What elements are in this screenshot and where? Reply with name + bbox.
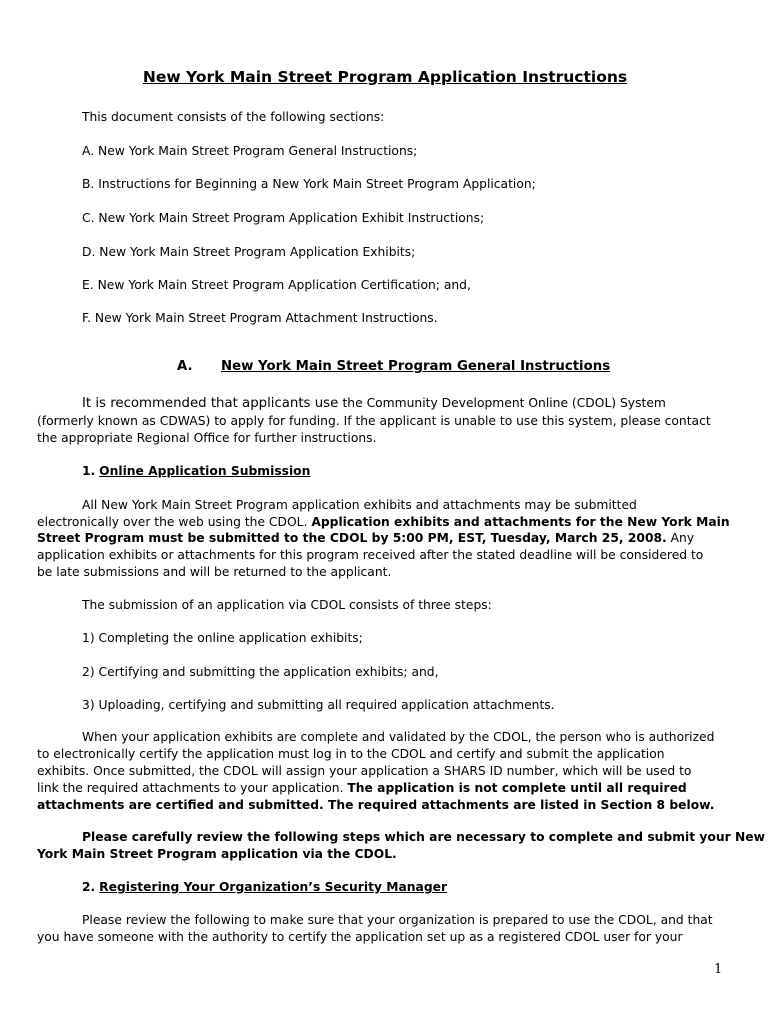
document-title: New York Main Street Program Application Instructions — [142, 68, 628, 86]
intro-text: This document consists of the following sections: — [82, 110, 385, 124]
submission-text: All New York Main Street Program application exhibits and attachments may be submitted — [82, 498, 637, 512]
section-a-heading: New York Main Street Program General Instructions — [221, 359, 611, 374]
step-item: 1) Completing the online application exhibits; — [82, 631, 363, 645]
section-a-letter: A. — [177, 359, 193, 374]
subsection-2-heading: Registering Your Organization’s Security Manager — [99, 880, 448, 894]
step-item: 2) Certifying and submitting the application exhibits; and, — [82, 665, 439, 679]
review-text: Please carefully review the following steps which are necessary to complete and submit your New — [82, 830, 765, 844]
subsection-2-number: 2. — [82, 880, 96, 894]
page-number: 1 — [714, 962, 723, 977]
section-list-item: D. New York Main Street Program Application Exhibits; — [82, 245, 416, 259]
subsection-1-number: 1. — [82, 464, 96, 478]
submission-text: Any — [666, 531, 695, 545]
prepare-text: you have someone with the authority to certify the application set up as a registered CDOL user for your — [37, 930, 683, 944]
submission-deadline: Street Program must be submitted to the CDOL by 5:00 PM, EST, Tuesday, March 25, 2008. — [37, 531, 667, 545]
submission-text: electronically over the web using the CDOL. — [37, 515, 312, 529]
submission-text: application exhibits or attachments for this program received after the stated deadline will be considered to — [37, 548, 704, 562]
section-list-item: E. New York Main Street Program Application Certification; and, — [82, 278, 471, 292]
recommend-text: the appropriate Regional Office for further instructions. — [37, 431, 377, 445]
section-list-item: F. New York Main Street Program Attachment Instructions. — [82, 311, 438, 325]
step-item: 3) Uploading, certifying and submitting all required application attachments. — [82, 698, 555, 712]
validated-bold-text: The application is not complete until all required — [347, 781, 687, 795]
validated-text: to electronically certify the application must log in to the CDOL and certify and submit the application — [37, 747, 665, 761]
recommend-text: the Community Development Online (CDOL) System — [342, 396, 666, 410]
recommend-text: (formerly known as CDWAS) to apply for funding. If the applicant is unable to use this system, please contact — [37, 414, 711, 428]
validated-text: exhibits. Once submitted, the CDOL will assign your application a SHARS ID number, which will be used to — [37, 764, 692, 778]
submission-deadline: Application exhibits and attachments for the New York Main — [311, 515, 730, 529]
validated-text: When your application exhibits are complete and validated by the CDOL, the person who is authorized — [82, 730, 715, 744]
subsection-1-heading: Online Application Submission — [99, 464, 311, 478]
recommend-lead: It is recommended that applicants use — [82, 396, 343, 411]
validated-text: link the required attachments to your application. — [37, 781, 348, 795]
section-list-item: A. New York Main Street Program General Instructions; — [82, 144, 418, 158]
steps-intro: The submission of an application via CDOL consists of three steps: — [82, 598, 492, 612]
validated-bold-text: attachments are certified and submitted. The required attachments are listed in Section 8 below. — [37, 798, 715, 812]
section-list-item: B. Instructions for Beginning a New York Main Street Program Application; — [82, 177, 536, 191]
prepare-text: Please review the following to make sure that your organization is prepared to use the CDOL, and that — [82, 913, 713, 927]
submission-text: be late submissions and will be returned to the applicant. — [37, 565, 392, 579]
review-text: York Main Street Program application via the CDOL. — [37, 847, 397, 861]
section-list-item: C. New York Main Street Program Application Exhibit Instructions; — [82, 211, 485, 225]
